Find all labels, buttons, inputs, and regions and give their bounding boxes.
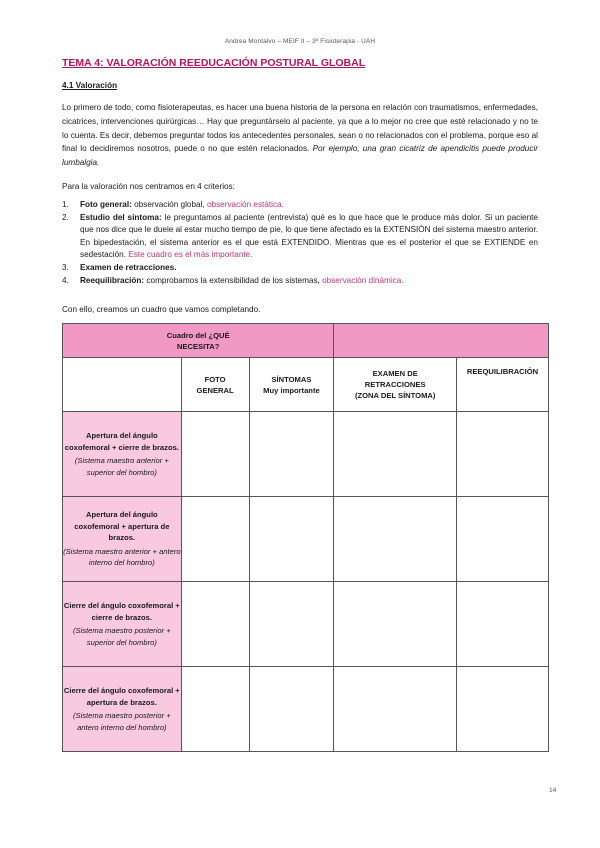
table-title-cell (63, 324, 334, 358)
page-number: 14 (549, 787, 557, 794)
criterion-highlight: Este cuadro es el más importante. (128, 249, 253, 259)
intro-example: Por ejemplo, una gran cicatriz de apendicitis puede producir lumbalgia. (62, 144, 538, 168)
row-header (63, 667, 182, 752)
column-header-line: GENERAL (196, 385, 234, 395)
list-number: 2. (62, 213, 69, 223)
criterion-text: observación global, (131, 200, 207, 209)
criteria-intro: Para la valoración nos centramos en 4 criterios: (62, 182, 235, 191)
list-number: 1. (62, 200, 69, 209)
empty-cell[interactable] (181, 667, 249, 752)
list-item (62, 199, 538, 211)
row-header (63, 412, 182, 497)
column-header-line: SÍNTOMAS (271, 374, 312, 384)
criterion-text: comprobamos la extensibilidad de los sistemas, (144, 276, 323, 286)
list-item (62, 262, 538, 274)
running-header: Andrea Montalvo – MEIF II – 3º Fisioterapia - UAH (224, 38, 376, 45)
assessment-table (62, 323, 549, 752)
column-header (181, 358, 249, 412)
column-header (457, 358, 549, 412)
column-header-line: FOTO (204, 374, 226, 384)
table-row (63, 412, 549, 497)
row-subtitle: (Sistema maestro posterior + superior del hombro) (72, 626, 171, 647)
row-subtitle: (Sistema maestro anterior + antero interno del hombro) (63, 546, 181, 568)
criterion-highlight: observación dinámica. (322, 276, 404, 286)
column-header-line: EXAMEN DE (372, 369, 418, 378)
empty-cell[interactable] (249, 497, 334, 582)
empty-cell[interactable] (334, 497, 457, 582)
row-title: Apertura del ángulo coxofemoral + apertura de brazos. (74, 510, 170, 543)
empty-cell[interactable] (457, 582, 549, 667)
table-title-line1: Cuadro del ¿QUÉ (166, 330, 230, 340)
list-number: 4. (62, 276, 69, 286)
table-row (63, 497, 549, 582)
column-header-line: REEQUILIBRACIÓN (466, 367, 539, 376)
chapter-title: TEMA 4: VALORACIÓN REEDUCACIÓN POSTURAL GLOBAL (62, 57, 366, 69)
list-item (62, 275, 538, 287)
criterion-label: Reequilibración: (80, 276, 145, 286)
closing-sentence: Con ello, creamos un cuadro que vamos completando. (62, 305, 261, 314)
column-header-line: RETRACCIONES (364, 380, 426, 389)
empty-cell[interactable] (334, 582, 457, 667)
row-subtitle: (Sistema maestro posterior + antero interno del hombro) (72, 711, 171, 732)
column-header (249, 358, 334, 412)
criterion-label: Foto general: (80, 200, 132, 209)
empty-cell[interactable] (334, 667, 457, 752)
row-subtitle: (Sistema maestro anterior + superior del hombro) (74, 456, 169, 477)
intro-text: Lo primero de todo, como fisioterapeutas, es hacer una buena historia de la persona en relación con traumatismos, enfermedades, cicatrices, intervenciones quirúrgicas… Hay que preguntárselo al paciente, ya que a lo mejor no cree que esté relacionado y no te lo cuenta. Es decir, debemos preguntar todos los antecedentes personales, sean o no relacionados con el problema, porque eso al final lo decidiremos nosotros, puede o no que estén relacionados. (62, 103, 538, 154)
row-title: Cierre del ángulo coxofemoral + apertura de brazos. (63, 686, 180, 707)
list-number: 3. (62, 263, 69, 273)
list-item (62, 212, 538, 261)
row-title: Apertura del ángulo coxofemoral + cierre de brazos. (64, 431, 179, 452)
column-header-line: (ZONA DEL SÍNTOMA) (354, 391, 436, 400)
empty-cell[interactable] (249, 667, 334, 752)
row-header (63, 582, 182, 667)
criterion-label: Estudio del síntoma: (80, 213, 162, 223)
table-row (63, 582, 549, 667)
row-title: Cierre del ángulo coxofemoral + cierre de brazos. (63, 601, 180, 622)
section-title: 4.1 Valoración (62, 81, 118, 90)
criteria-list (62, 199, 538, 288)
empty-cell[interactable] (334, 412, 457, 497)
empty-cell[interactable] (457, 412, 549, 497)
empty-cell[interactable] (249, 412, 334, 497)
criterion-highlight: observación estática. (206, 200, 284, 209)
table-title-filler (334, 324, 549, 358)
row-header (63, 497, 182, 582)
column-header-line: Muy importante (263, 385, 320, 395)
empty-cell[interactable] (249, 582, 334, 667)
table-row (63, 667, 549, 752)
table-title-line2: NECESITA? (176, 341, 220, 351)
criterion-text: le preguntamos al paciente (entrevista) qué es lo que hace que le produce más dolor. Si un paciente que nos dice que le duele al estar mucho tiempo de pie, lo que tiene afectado es la EXTENSIÓN del sistema maestro anterior. En bipedestación, el sistema anterior es el que está EXTENDIDO. Mientras que es el posterior el que se EXTIENDE en sedestación. (80, 213, 538, 259)
empty-cell[interactable] (181, 582, 249, 667)
empty-cell[interactable] (181, 412, 249, 497)
corner-cell (63, 358, 182, 412)
empty-cell[interactable] (181, 497, 249, 582)
intro-paragraph (62, 101, 538, 170)
column-header (334, 358, 457, 412)
criterion-label: Examen de retracciones. (80, 263, 177, 273)
empty-cell[interactable] (457, 667, 549, 752)
empty-cell[interactable] (457, 497, 549, 582)
